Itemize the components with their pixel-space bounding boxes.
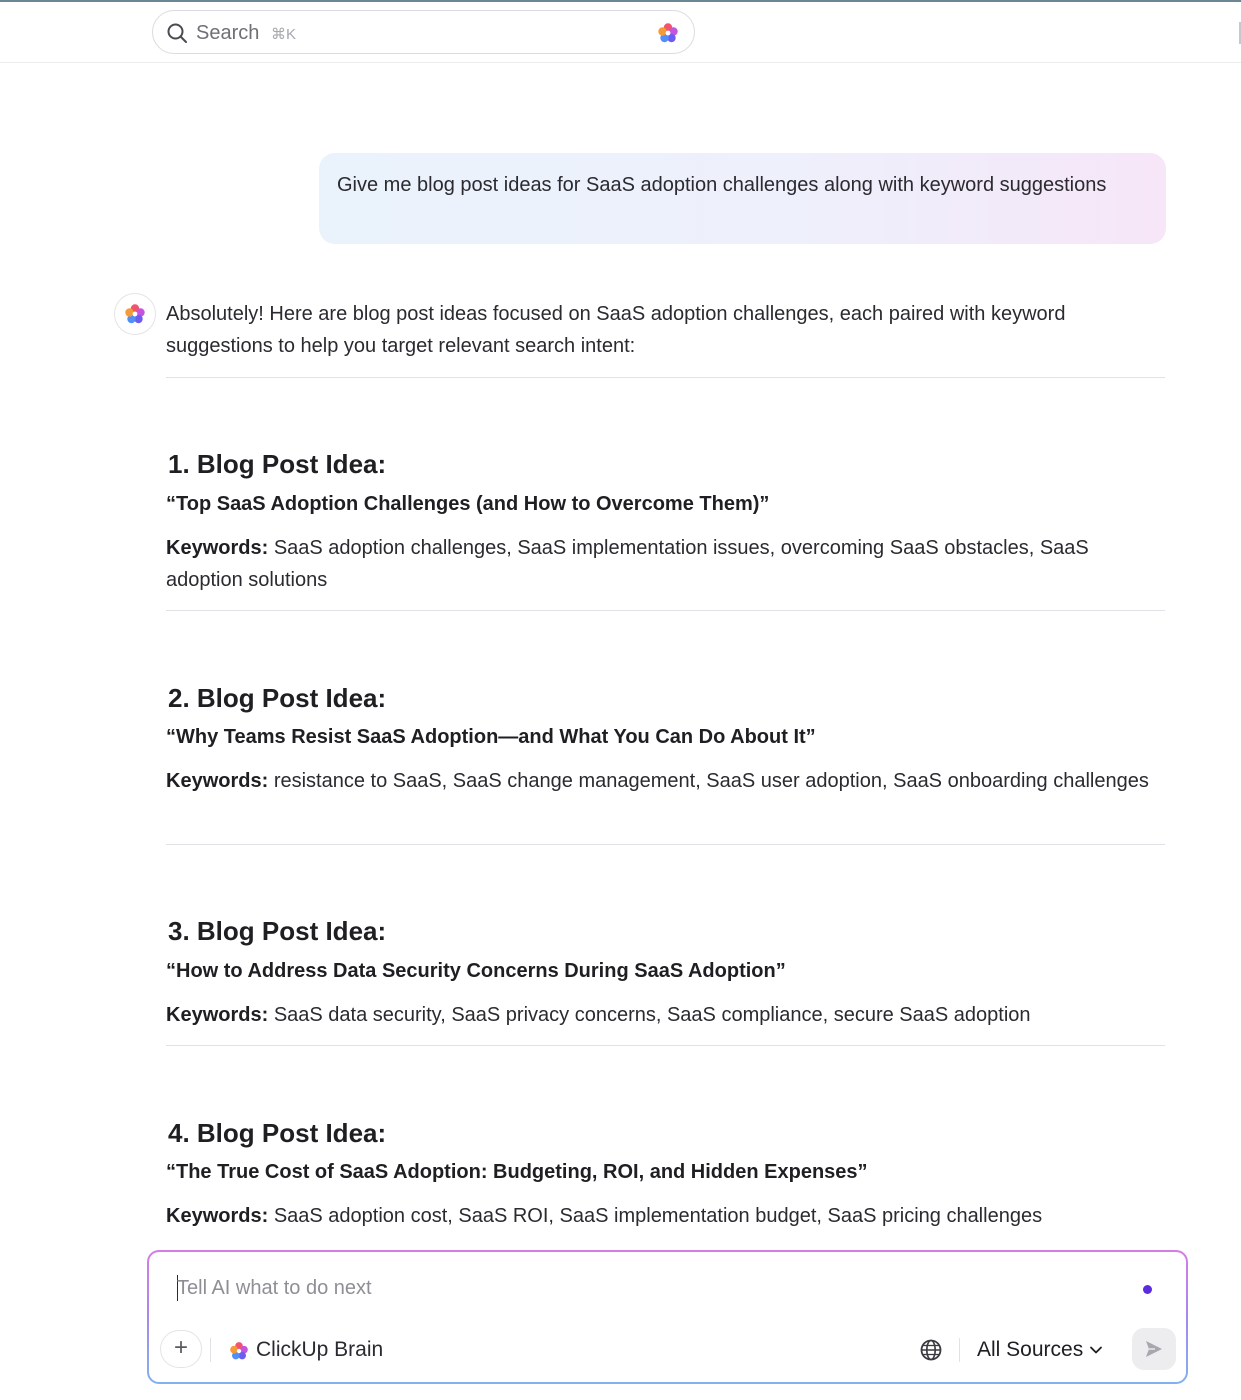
ai-avatar — [114, 293, 156, 335]
search-icon — [166, 22, 188, 44]
idea-keywords — [166, 1200, 1166, 1226]
toolbar-separator — [210, 1338, 211, 1362]
idea-heading: 3. Blog Post Idea: — [168, 916, 387, 946]
keywords-label: Keywords: — [166, 1004, 269, 1026]
composer-body — [149, 1252, 1186, 1382]
idea-title: “Why Teams Resist SaaS Adoption—and What You Can Do About It” — [166, 726, 816, 748]
keywords-label: Keywords: — [166, 537, 269, 559]
sources-label: All Sources — [977, 1338, 1084, 1361]
toolbar-separator — [959, 1338, 960, 1362]
section-divider — [166, 610, 1165, 611]
ai-intro-text: Absolutely! Here are blog post ideas focused on SaaS adoption challenges, each paired with keyword suggestions to help you target relevant search intent: — [166, 303, 1066, 357]
search-shortcut: ⌘K — [271, 26, 297, 43]
ai-composer — [147, 1250, 1188, 1384]
idea-keywords — [166, 532, 1166, 596]
plus-icon: + — [173, 1334, 188, 1361]
idea-keywords — [166, 999, 1166, 1031]
keywords-text: resistance to SaaS, SaaS change management, SaaS user adoption, SaaS onboarding challenges — [273, 770, 1149, 792]
search-label: Search — [196, 22, 260, 44]
keywords-text: SaaS adoption cost, SaaS ROI, SaaS implementation budget, SaaS pricing challenges — [273, 1205, 1043, 1226]
prompt-input[interactable] — [177, 1274, 1077, 1302]
idea-heading: 4. Blog Post Idea: — [168, 1118, 387, 1148]
idea-heading: 1. Blog Post Idea: — [168, 449, 387, 479]
add-attachment-button[interactable] — [160, 1330, 202, 1368]
keywords-text: SaaS adoption challenges, SaaS implementation issues, overcoming SaaS obstacles, SaaS adoption solutions — [166, 537, 1089, 591]
send-icon — [1144, 1339, 1164, 1359]
brain-label: ClickUp Brain — [256, 1338, 384, 1361]
chevron-down-icon — [1089, 1343, 1103, 1357]
clickup-brain-icon — [229, 1341, 249, 1361]
sources-dropdown[interactable] — [977, 1338, 1103, 1364]
idea-title: “Top SaaS Adoption Challenges (and How to Overcome Them)” — [166, 493, 770, 515]
section-divider — [166, 1045, 1165, 1046]
idea-keywords — [166, 765, 1166, 797]
top-bar — [0, 2, 1241, 63]
user-message-bubble: Give me blog post ideas for SaaS adoption challenges along with keyword suggestions — [319, 153, 1166, 244]
keywords-label: Keywords: — [166, 770, 269, 792]
idea-title: “The True Cost of SaaS Adoption: Budgeting, ROI, and Hidden Expenses” — [166, 1161, 868, 1183]
section-divider — [166, 844, 1165, 845]
status-dot — [1143, 1285, 1152, 1294]
idea-title: “How to Address Data Security Concerns During SaaS Adoption” — [166, 960, 786, 982]
clickup-brain-icon — [124, 303, 146, 325]
idea-heading: 2. Blog Post Idea: — [168, 683, 387, 713]
keywords-label: Keywords: — [166, 1205, 269, 1226]
search-bar[interactable] — [152, 10, 695, 54]
clickup-brain-icon[interactable] — [657, 22, 679, 44]
chat-scroll-area[interactable] — [0, 63, 1241, 1226]
globe-icon[interactable] — [919, 1338, 943, 1362]
section-divider — [166, 377, 1165, 378]
send-button[interactable] — [1132, 1328, 1176, 1370]
keywords-text: SaaS data security, SaaS privacy concerns, SaaS compliance, secure SaaS adoption — [273, 1004, 1031, 1026]
